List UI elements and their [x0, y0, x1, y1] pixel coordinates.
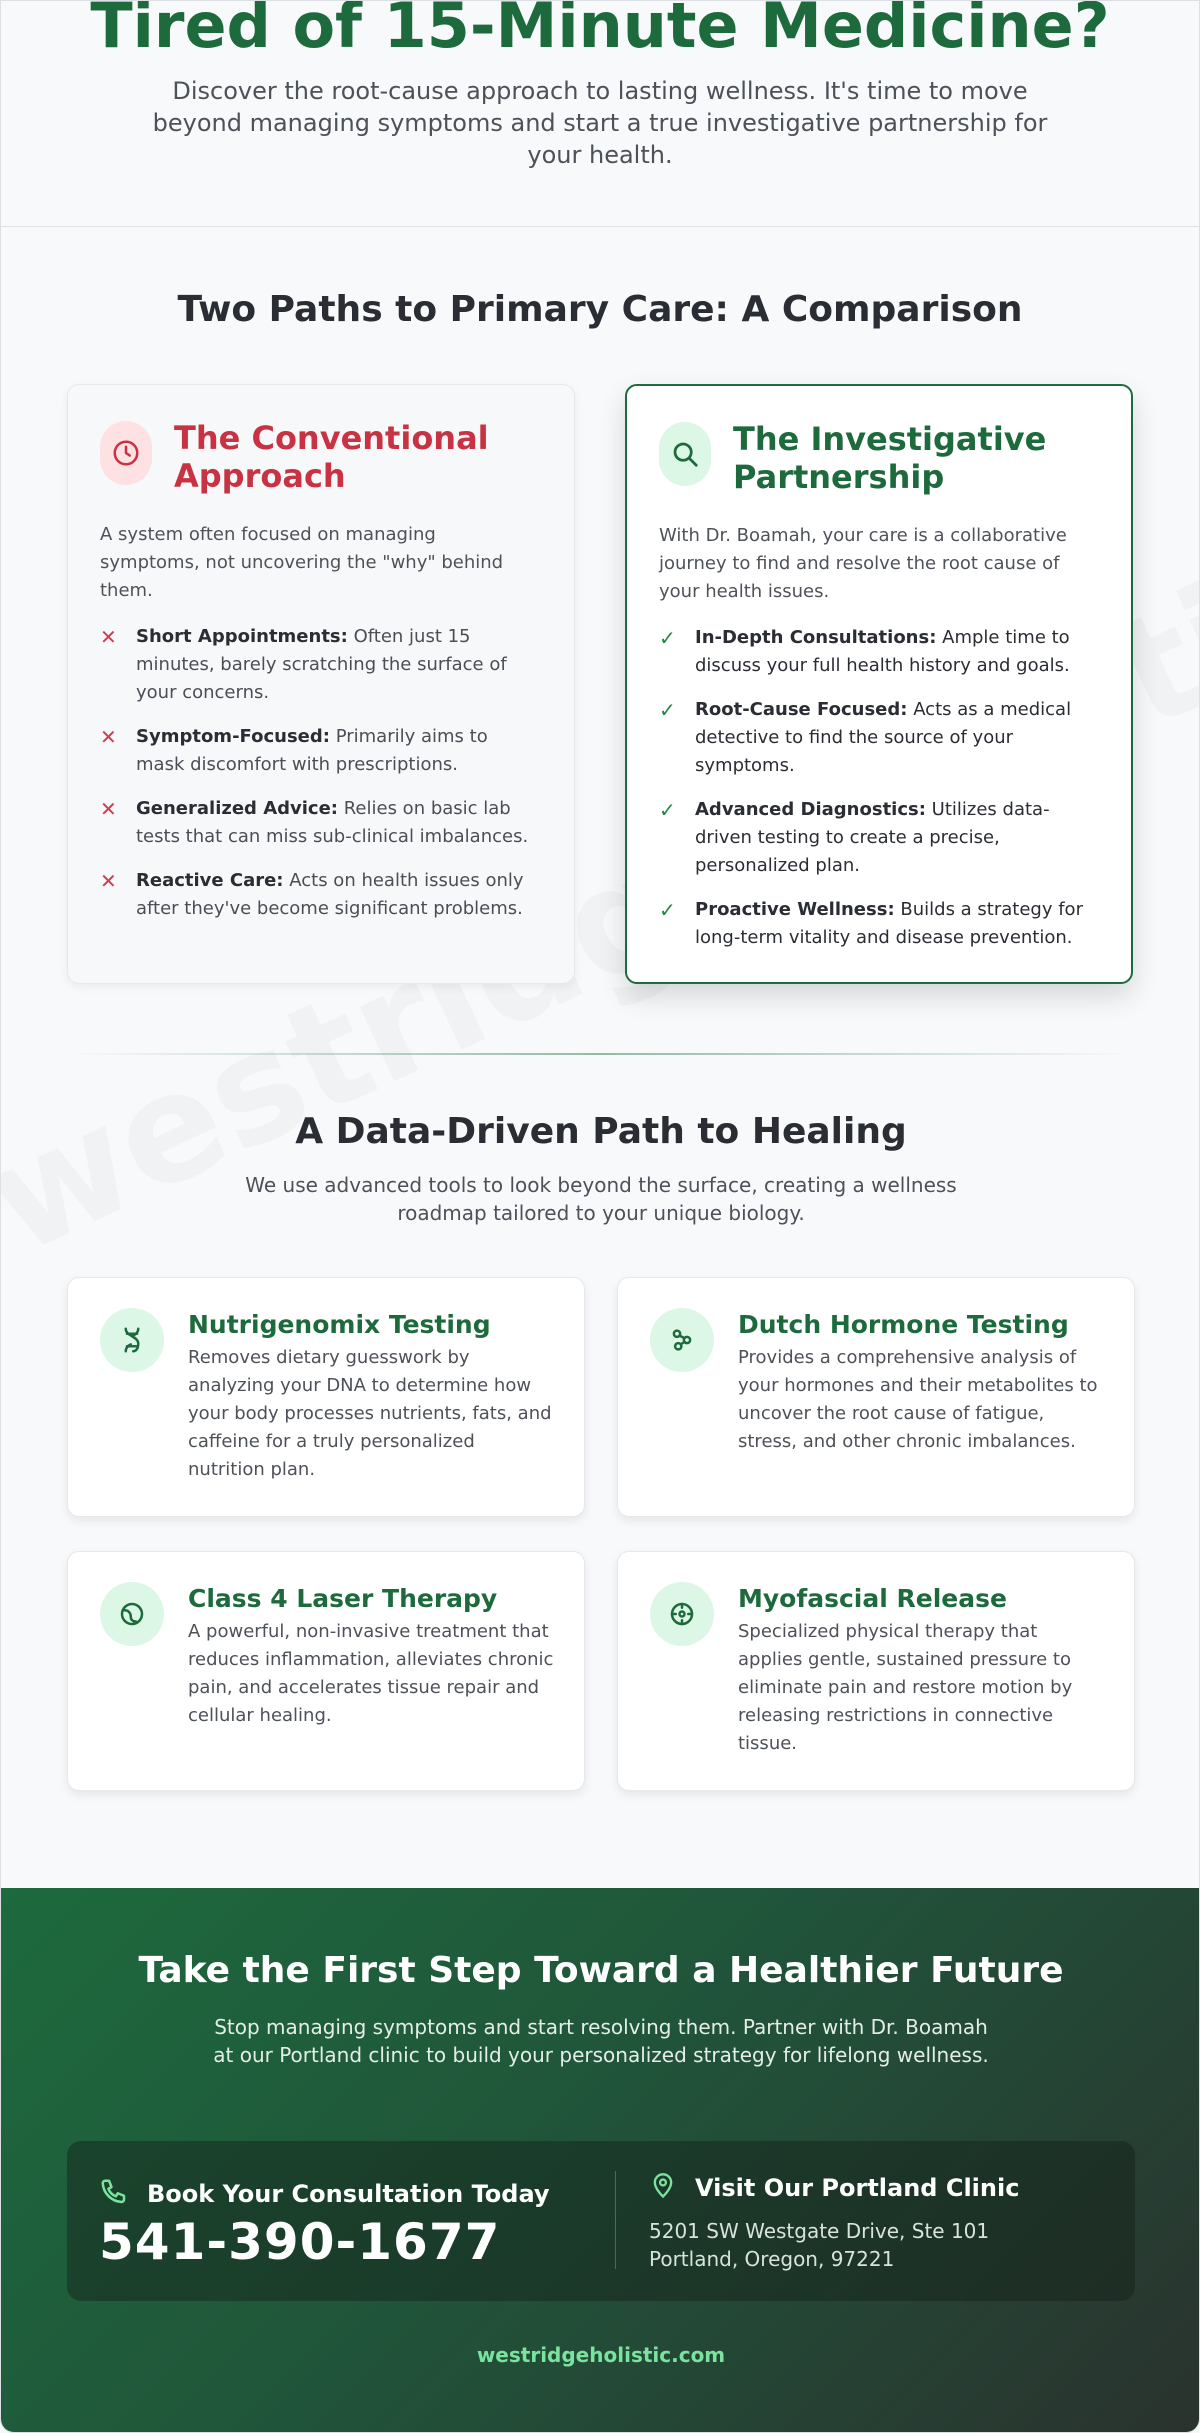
list-item-text	[695, 624, 1097, 680]
check-icon: ✓	[659, 898, 676, 922]
list-item-text	[136, 795, 540, 851]
service-title: Dutch Hormone Testing	[738, 1310, 1069, 1339]
service-card-nutrigenomix	[67, 1277, 585, 1517]
list-item-body: Acts on health issues only after they've become significant problems.	[136, 870, 524, 919]
book-consultation-label: Book Your Consultation Today	[147, 2180, 550, 2208]
list-item	[100, 867, 540, 923]
list-item-text	[136, 867, 540, 923]
hero-title: Tired of 15-Minute Medicine?	[90, 0, 1110, 62]
list-item-label: Reactive Care:	[136, 870, 284, 891]
service-title: Class 4 Laser Therapy	[188, 1584, 498, 1613]
phone-icon	[99, 2177, 129, 2211]
service-title: Nutrigenomix Testing	[188, 1310, 491, 1339]
service-text: Specialized physical therapy that applies gentle, sustained pressure to eliminate pain and restore motion by releasing restrictions in connective tissue.	[738, 1621, 1073, 1754]
list-item-label: Root-Cause Focused:	[695, 699, 908, 720]
search-icon	[659, 422, 711, 486]
clock-icon	[100, 421, 152, 485]
investigative-list	[659, 624, 1097, 952]
check-icon: ✓	[659, 698, 676, 722]
list-item-label: Advanced Diagnostics:	[695, 799, 926, 820]
hormone-icon	[650, 1308, 714, 1372]
list-item-body: Builds a strategy for long-term vitality and disease prevention.	[695, 899, 1083, 948]
location-pin-icon	[649, 2171, 677, 2205]
list-item-label: In-Depth Consultations:	[695, 627, 937, 648]
check-icon: ✓	[659, 626, 676, 650]
list-item-text	[695, 696, 1097, 780]
comparison-title: Two Paths to Primary Care: A Comparison	[177, 289, 1023, 330]
service-text: Removes dietary guesswork by analyzing your DNA to determine how your body processes nutrients, fats, and caffeine for a truly personalized nutrition plan.	[188, 1347, 552, 1480]
list-item-body: Ample time to discuss your full health history and goals.	[695, 627, 1070, 676]
list-item-body: Acts as a medical detective to find the source of your symptoms.	[695, 699, 1072, 776]
list-item-body: Often just 15 minutes, barely scratching the surface of your concerns.	[136, 626, 507, 703]
list-item	[100, 623, 540, 707]
list-item-text	[695, 896, 1097, 952]
cta-section	[1, 1888, 1200, 2433]
x-mark-icon: ✕	[100, 797, 117, 821]
section-divider	[67, 1053, 1135, 1055]
address-line-2: Portland, Oregon, 97221	[649, 2247, 895, 2271]
conventional-list	[100, 623, 540, 923]
hero-section	[1, 0, 1199, 227]
list-item	[659, 796, 1097, 880]
list-item	[100, 795, 540, 851]
conventional-title: The Conventional Approach	[174, 419, 489, 495]
visit-clinic-label: Visit Our Portland Clinic	[695, 2174, 1020, 2202]
list-item	[659, 624, 1097, 680]
contact-divider	[615, 2171, 616, 2269]
cta-title: Take the First Step Toward a Healthier Future	[138, 1950, 1064, 1991]
list-item	[659, 896, 1097, 952]
list-item-label: Proactive Wellness:	[695, 899, 895, 920]
list-item-body: Primarily aims to mask discomfort with prescriptions.	[136, 726, 488, 775]
list-item	[659, 696, 1097, 780]
booking-block	[99, 2177, 550, 2271]
services-title: A Data-Driven Path to Healing	[295, 1111, 907, 1152]
investigative-title: The Investigative Partnership	[733, 420, 1047, 496]
services-subtitle: We use advanced tools to look beyond the surface, creating a wellness roadmap tailored to your unique biology.	[245, 1173, 957, 1225]
cta-subtitle: Stop managing symptoms and start resolving them. Partner with Dr. Boamah at our Portland clinic to build your personalized strategy for lifelong wellness.	[213, 2015, 989, 2067]
service-card-dutch	[617, 1277, 1135, 1517]
laser-icon	[100, 1582, 164, 1646]
x-mark-icon: ✕	[100, 725, 117, 749]
service-card-myofascial	[617, 1551, 1135, 1791]
investigative-description: With Dr. Boamah, your care is a collaborative journey to find and resolve the root cause of your health issues.	[659, 525, 1067, 602]
x-mark-icon: ✕	[100, 625, 117, 649]
list-item-text	[695, 796, 1097, 880]
conventional-card	[67, 384, 575, 984]
x-mark-icon: ✕	[100, 869, 117, 893]
address-line-1: 5201 SW Westgate Drive, Ste 101	[649, 2219, 990, 2243]
service-card-laser	[67, 1551, 585, 1791]
website-link[interactable]: westridgeholistic.com	[476, 2343, 726, 2367]
hero-subtitle: Discover the root-cause approach to lasting wellness. It's time to move beyond managing symptoms and start a true investigative partnership for your health.	[152, 77, 1048, 169]
investigative-card	[625, 384, 1133, 984]
list-item-text	[136, 723, 540, 779]
service-title: Myofascial Release	[738, 1584, 1007, 1613]
service-text: A powerful, non-invasive treatment that reduces inflammation, alleviates chronic pain, and accelerates tissue repair and cellular healing.	[188, 1621, 554, 1726]
list-item	[100, 723, 540, 779]
check-icon: ✓	[659, 798, 676, 822]
visit-block	[649, 2171, 1019, 2273]
list-item-text	[136, 623, 540, 707]
service-text: Provides a comprehensive analysis of your hormones and their metabolites to uncover the root cause of fatigue, stress, and other chronic imbalances.	[738, 1347, 1098, 1452]
dna-icon	[100, 1308, 164, 1372]
list-item-body: Relies on basic lab tests that can miss sub-clinical imbalances.	[136, 798, 529, 847]
contact-panel	[67, 2141, 1135, 2301]
conventional-description: A system often focused on managing symptoms, not uncovering the "why" behind them.	[100, 524, 504, 601]
comparison-cards	[1, 330, 1199, 950]
phone-number-link[interactable]: 541-390-1677	[99, 2213, 501, 2271]
list-item-body: Utilizes data-driven testing to create a precise, personalized plan.	[695, 799, 1050, 876]
target-icon	[650, 1582, 714, 1646]
list-item-label: Short Appointments:	[136, 626, 348, 647]
list-item-label: Generalized Advice:	[136, 798, 338, 819]
list-item-label: Symptom-Focused:	[136, 726, 330, 747]
